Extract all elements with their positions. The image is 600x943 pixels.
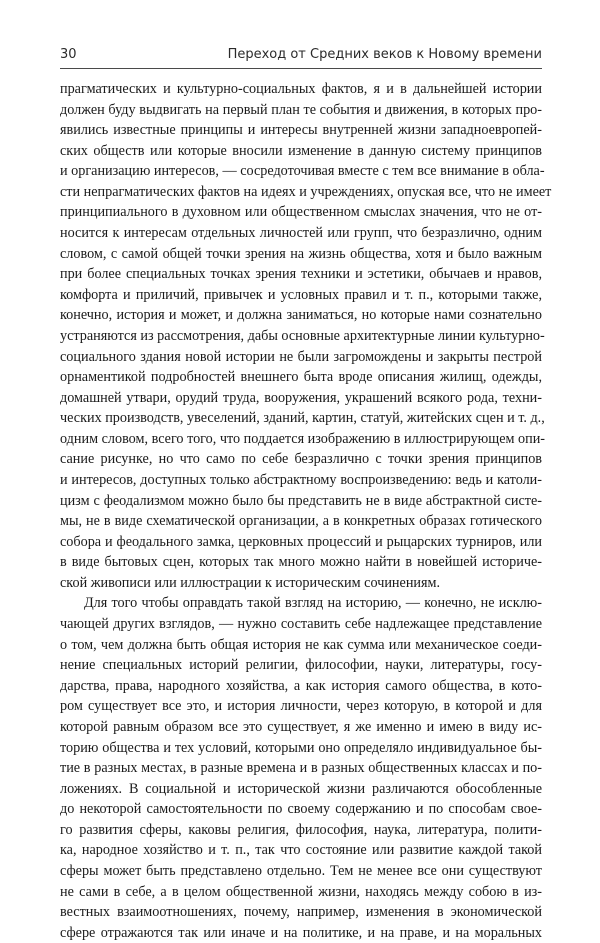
- page-number: 30: [60, 47, 77, 62]
- text-line: сти непрагматических фактов на идеях и учреждениях, опуская все, что не имеет: [60, 183, 552, 200]
- text-line: и интересов, доступных только абстрактному воспроизведению: ведь и католи-: [60, 471, 542, 488]
- text-line: словом, с самой общей точки зрения на жизнь общества, хотя и было важным: [60, 245, 542, 262]
- text-line: ческих производств, увеселений, зданий, картин, статуй, житейских сцен и т. д.,: [60, 410, 545, 427]
- text-line: принципиального в духовном или общественном смыслах значения, что не от-: [60, 204, 542, 221]
- text-line: до некоторой самостоятельности по своему содержанию и по способам свое-: [60, 801, 542, 818]
- text-line: комфорта и приличий, привычек и условных правил и т. п., которыми также,: [60, 286, 542, 303]
- text-line: носится к интересам отдельных личностей или групп, что безразлично, одним: [60, 225, 542, 242]
- text-line: которой равным образом все это существует, я же именно и имею в виду ис-: [60, 718, 542, 735]
- text-line: о том, чем должна быть общая история не как сумма или механическое соеди-: [60, 636, 542, 653]
- text-line: вестных взаимоотношениях, почему, например, изменения в экономической: [60, 904, 542, 921]
- text-line: ской живописи или иллюстрации к историческим сочинениям.: [60, 574, 441, 591]
- text-line: ром существует все это, и история личности, через которую, в которой и для: [60, 698, 542, 715]
- text-line: конечно, история и может, и должна заниматься, но которые нами сознательно: [60, 307, 542, 324]
- body-text: [60, 79, 552, 943]
- text-line: цизм с феодализмом можно было бы представить не в виде абстрактной систе-: [60, 492, 542, 509]
- text-line: должен буду выдвигать на первый план те события и движения, в которых про-: [60, 101, 542, 118]
- text-line: ских обществ или которые вносили изменение в данную систему принципов: [60, 142, 542, 159]
- text-line: явились известные принципы и интересы внутренней жизни западноевропей-: [60, 122, 542, 139]
- text-line: социального здания новой истории не были загромождены и закрыты пестрой: [60, 348, 542, 365]
- text-line: сание рисунке, но что само по себе безразлично с точки зрения принципов: [60, 451, 542, 468]
- text-line: го развития сферы, каковы религия, философия, наука, литература, полити-: [60, 821, 542, 838]
- text-line: дарства, права, народного хозяйства, а как история самого общества, в кото-: [60, 677, 542, 694]
- text-line: не сами в себе, а в целом общественной жизни, находясь между собою в из-: [60, 883, 542, 900]
- text-line: ка, народное хозяйство и т. п., так что состояние или развитие каждой такой: [60, 842, 542, 859]
- text-line: одним словом, всего того, что поддается изображению в иллюстрирующем опи-: [60, 430, 546, 447]
- text-line: нение специальных историй религии, философии, науки, литературы, госу-: [60, 657, 542, 674]
- text-line: орнаментикой подробностей внешнего быта вроде описания жилищ, одежды,: [60, 369, 542, 386]
- text-line: торию общества и тех условий, которыми оно определяло индивидуальное бы-: [60, 739, 542, 756]
- text-line: при более специальных точках зрения техники и эстетики, обычаев и нравов,: [60, 266, 542, 283]
- text-line: мы, не в виде схематической организации, а в конкретных образах готического: [60, 513, 542, 530]
- text-line: и организацию интересов, — сосредоточивая вместе с тем все внимание в обла-: [60, 163, 545, 180]
- text-line: сферы может быть представлено отдельно. Тем не менее все они существуют: [60, 862, 542, 879]
- text-line: тие в разных местах, в разные времена и в разных общественных классах и по-: [60, 760, 542, 777]
- text-line: ложениях. В социальной и исторической жизни различаются обособленные: [60, 780, 542, 797]
- text-line: собора и феодального замка, церковных процессий и рыцарских турниров, или: [60, 533, 542, 550]
- text-line: чающей других взглядов, — нужно составить себе надлежащее представление: [60, 616, 542, 633]
- text-line: в виде бытовых сцен, которых так много можно найти в новейшей историче-: [60, 554, 542, 571]
- running-title: Переход от Средних веков к Новому времени: [227, 47, 542, 62]
- text-line: устраняются из рассмотрения, дабы основные архитектурные линии культурно-: [60, 327, 545, 344]
- text-line: сфере отражаются так или иначе и на политике, и на праве, и на моральных: [60, 924, 542, 941]
- text-line: домашней утвари, орудий труда, вооружения, украшений всякого рода, техни-: [60, 389, 542, 406]
- header-rule: [60, 68, 542, 69]
- text-line: Для того чтобы оправдать такой взгляд на историю, — конечно, не исклю-: [84, 595, 542, 612]
- text-line: прагматических и культурно-социальных фактов, я и в дальнейшей истории: [60, 81, 542, 97]
